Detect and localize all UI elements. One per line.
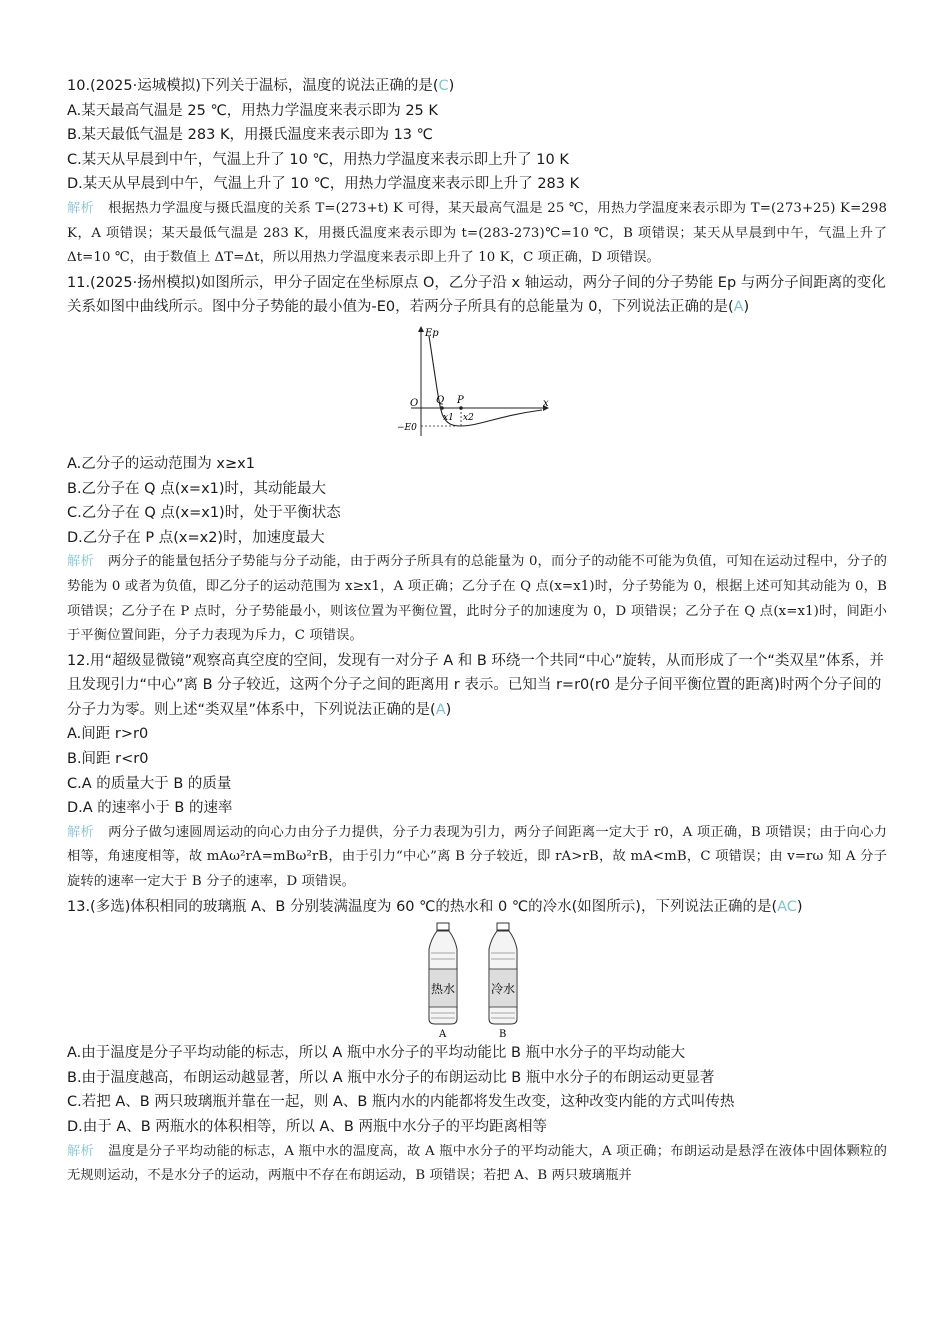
answer-key: A [435, 701, 446, 718]
x2-label: x2 [463, 412, 474, 423]
question-stem: 13.(多选)体积相同的玻璃瓶 A、B 分别装满温度为 60 ℃的热水和 0 ℃的冷水(如图所示)，下列说法正确的是(AC) [67, 898, 803, 915]
question-stem: 11.(2025·扬州模拟)如图所示，甲分子固定在坐标原点 O，乙分子沿 x 轴运动，两分子间的分子势能 Ep 与两分子间距离的变化关系如图中曲线所示。图中分子势能的最小值为-E0，若两分子所具有的总能量为 0，下列说法正确的是(A) [67, 274, 886, 316]
option-c: C.A 的质量大于 B 的质量 [67, 775, 232, 792]
point-p-dot [459, 406, 463, 410]
option-d: D.A 的速率小于 B 的速率 [67, 800, 233, 817]
explanation-label: 解析 [67, 824, 95, 840]
potential-energy-graph [397, 324, 557, 444]
origin-label: O [410, 397, 419, 409]
option-c: C.某天从早晨到中午，气温上升了 10 ℃，用热力学温度来表示即上升了 10 K [67, 151, 569, 168]
x-axis-label: x [543, 397, 549, 409]
option-a: A.由于温度是分子平均动能的标志，所以 A 瓶中水分子的平均动能比 B 瓶中水分子的平均动能大 [67, 1045, 686, 1062]
question-13 [67, 895, 887, 1189]
bottle-b [489, 923, 517, 1024]
explanation: 解析 根据热力学温度与摄氏温度的关系 T=(273+t) K 可得，某天最高气温是 25 ℃，用热力学温度来表示即为 T=(273+25) K=298 K，A 项错误；某天最低气温是 283 K，用摄氏温度来表示即为 t=(283-273)℃=10 ℃，B 项错误；某天从早晨到中午，气温上升了 Δt=10 ℃，由于数值上 ΔT=Δt，所以用热力学温度来表示即上升了 10 K，C 项正确，D 项错误。 [67, 200, 888, 266]
answer-key: AC [777, 898, 797, 915]
bottle-b-label: B [499, 1029, 507, 1040]
option-c: C.乙分子在 Q 点(x=x1)时，处于平衡状态 [67, 505, 341, 522]
point-p-label: P [457, 394, 464, 406]
option-b: B.某天最低气温是 283 K，用摄氏温度来表示即为 13 ℃ [67, 127, 433, 144]
bottle-a-label: A [439, 1029, 447, 1040]
question-12 [67, 649, 887, 895]
option-a: A.间距 r>r0 [67, 726, 149, 743]
option-b: B.间距 r<r0 [67, 751, 149, 768]
option-a: A.乙分子的运动范围为 x≥x1 [67, 455, 255, 472]
bottles-figure [417, 921, 537, 1039]
option-c: C.若把 A、B 两只玻璃瓶并靠在一起，则 A、B 瓶内水的内能都将发生改变，这种改变内能的方式叫传热 [67, 1094, 735, 1111]
option-d: D.乙分子在 P 点(x=x2)时，加速度最大 [67, 529, 325, 546]
point-q-dot [440, 406, 444, 410]
question-stem: 12.用“超级显微镜”观察高真空度的空间，发现有一对分子 A 和 B 环绕一个共同“中心”旋转，从而形成了一个“类双星”体系，并且发现引力“中心”离 B 分子较近，这两个分子之间的距离用 r 表示。已知当 r=r0(r0 是分子间平衡位置的距离)时两个分子间的分子力为零。则上述“类双星”体系中，下列说法正确的是(A) [67, 652, 884, 718]
explanation: 解析 温度是分子平均动能的标志，A 瓶中水的温度高，故 A 瓶中水分子的平均动能大，A 项正确；布朗运动是悬浮在液体中固体颗粒的无规则运动，不是水分子的运动，两瓶中不存在布朗运动，B 项错误；若把 A、B 两只玻璃瓶并 [67, 1143, 888, 1184]
option-d: D.由于 A、B 两瓶水的体积相等，所以 A、B 两瓶中水分子的平均距离相等 [67, 1119, 547, 1135]
question-10 [67, 74, 887, 271]
y-axis-arrow [418, 326, 424, 332]
explanation-label: 解析 [67, 554, 94, 570]
explanation: 解析 两分子做匀速圆周运动的向心力由分子力提供，分子力表现为引力，两分子间距离一定大于 r0，A 项正确，B 项错误；由于向心力相等，角速度相等，故 mAω²rA=mBω²rB，由于引力“中心”离 B 分子较近，即 rA>rB，故 mA<mB，C 项错误；由 v=rω 知 A 分子旋转的速率一定大于 B 分子的速率，D 项错误。 [67, 824, 888, 890]
answer-key: A [733, 299, 744, 316]
bottle-a-text: 热水 [431, 982, 456, 997]
question-page [67, 74, 887, 1189]
x1-label: x1 [443, 412, 454, 423]
option-d: D.某天从早晨到中午，气温上升了 10 ℃，用热力学温度来表示即上升了 283 K [67, 176, 580, 193]
bottle-b-text: 冷水 [491, 982, 516, 997]
question-stem: 10.(2025·运城模拟)下列关于温标，温度的说法正确的是(C) [67, 78, 455, 94]
answer-key: C [438, 78, 449, 94]
explanation: 解析 两分子的能量包括分子势能与分子动能，由于两分子所具有的总能量为 0，而分子的动能不可能为负值，可知在运动过程中，分子的势能为 0 或者为负值，即乙分子的运动范围为 x≥x1，A 项正确；乙分子在 Q 点(x=x1)时，分子势能为 0，根据上述可知其动能为 0，B 项错误；乙分子在 P 点时，分子势能最小，则该位置为平衡位置，此时分子的加速度为 0，D 项错误；乙分子在 Q 点(x=x1)时，间距小于平衡位置间距，分子力表现为斥力，C 项错误。 [67, 554, 887, 644]
option-a: A.某天最高气温是 25 ℃，用热力学温度来表示即为 25 K [67, 102, 438, 119]
bottle-a [429, 923, 457, 1024]
point-q-label: Q [436, 394, 445, 406]
explanation-label: 解析 [67, 1143, 95, 1159]
option-b: B.由于温度越高，布朗运动越显著，所以 A 瓶中水分子的布朗运动比 B 瓶中水分子的布朗运动更显著 [67, 1069, 715, 1086]
min-energy-label: −E0 [397, 422, 417, 433]
option-b: B.乙分子在 Q 点(x=x1)时，其动能最大 [67, 480, 327, 497]
question-11 [67, 271, 887, 649]
y-axis-label: Ep [425, 327, 439, 339]
explanation-label: 解析 [67, 200, 95, 216]
